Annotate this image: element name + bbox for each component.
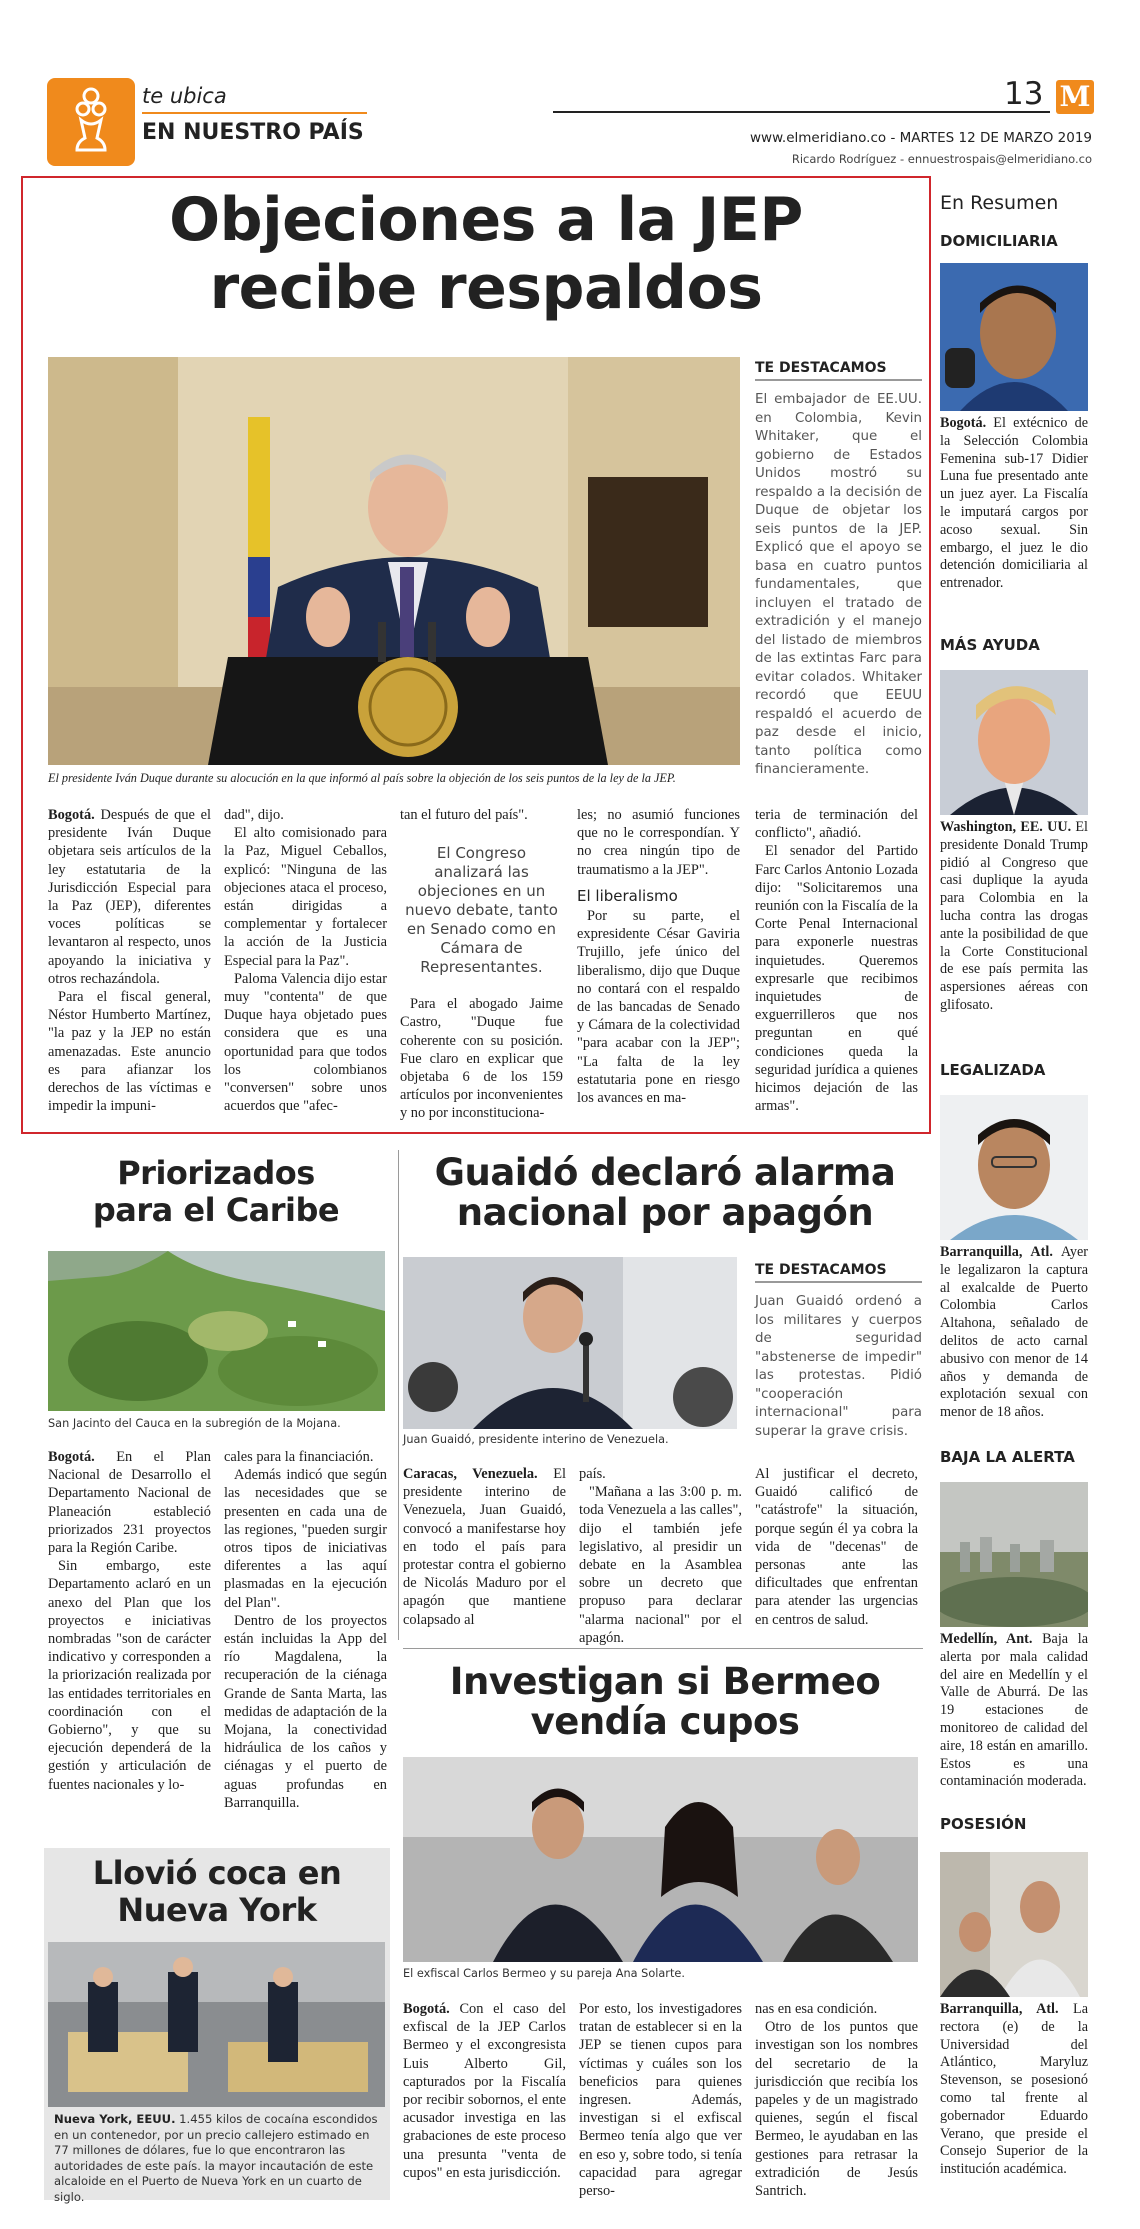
resumen-photo-altahona xyxy=(940,1095,1088,1240)
lead-headline-line-2: recibe respaldos xyxy=(209,253,763,323)
lead-subhead: El liberalismo xyxy=(577,886,678,905)
nuevayork-headline xyxy=(44,1855,390,1929)
bermeo-col-3 xyxy=(755,2000,918,2200)
resumen-body: Baja la alerta por mala calidad del aire en Medellín y el Valle de Aburrá. De las 19 estaciones de monitoreo de calidad del aire, 18 están en amarillo. Estos es una contaminación moderada. xyxy=(940,1631,1088,1790)
guaido-paragraph: "Mañana a las 3:00 p. m. toda Venezuela a las calles", dijo el también jefe legislativo, al presidir un debate en la Asamblea sobre un decreto que propuso para declarar "alarma nacional" por el apagón. xyxy=(579,1484,742,1646)
caribe-headline-line-2: para el Caribe xyxy=(92,1191,340,1229)
guaido-paragraph: país. xyxy=(579,1466,606,1482)
resumen-label: POSESIÓN xyxy=(940,1815,1027,1833)
bermeo-dateline: Bogotá. xyxy=(403,2001,450,2017)
resumen-text xyxy=(940,1631,1088,1791)
site-date: www.elmeridiano.co - MARTES 12 DE MARZO 2019 xyxy=(750,130,1092,146)
guaido-paragraph: El presidente interino de Venezuela, Juan Guaidó, convocó a manifestarse hoy en todo el país para protestar contra el gobierno de Nicolás Maduro por el apagón que mantiene colapsado al xyxy=(403,1466,566,1628)
lead-highlight-text: El embajador de EE.UU. en Colombia, Kevin Whitaker, que el gobierno de Estados Unidos mostró su respaldo a la decisión de Duque de objetar los seis puntos de la JEP. Explicó que el apoyo se basa en cuatro puntos fundamentales, que incluyen el tratado de extradición y el manejo del listado de miembros de las extintas Farc para evitar colados. Whitaker recordó que EEUU respaldó el acuerdo de paz desde el inicio, tanto política como financieramente. xyxy=(755,392,922,777)
caribe-col-1 xyxy=(48,1448,211,1794)
resumen-title: En Resumen xyxy=(940,192,1059,214)
lead-highlight xyxy=(755,360,922,780)
resumen-dateline: Barranquilla, Atl. xyxy=(940,1244,1053,1260)
resumen-text xyxy=(940,2001,1088,2179)
bermeo-photo xyxy=(403,1757,918,1962)
nuevayork-photo xyxy=(48,1942,385,2107)
resumen-dateline: Washington, EE. UU. xyxy=(940,819,1072,835)
byline: Ricardo Rodríguez - ennuestrospais@elmeridiano.co xyxy=(791,152,1092,166)
lead-dateline: Bogotá. xyxy=(48,807,95,823)
nuevayork-caption-text: 1.455 kilos de cocaína escondidos en un contenedor, por un precio callejero estimado en 77 millones de dólares, fue lo que encontraron las autoridades de este país. la mayor incautación de este alcaloide en el Puerto de Nueva York en un cuarto de siglo. xyxy=(54,2112,378,2204)
resumen-photo-domiciliaria xyxy=(940,263,1088,411)
section-title: EN NUESTRO PAÍS xyxy=(142,120,364,145)
caribe-headline xyxy=(40,1155,392,1229)
nuevayork-headline-line-2: Nueva York xyxy=(117,1891,317,1929)
lead-paragraph: les; no asumió funciones que no le correspondían. Y no crea ningún tipo de traumatismo a la JEP". xyxy=(577,807,740,878)
resumen-dateline: Bogotá. xyxy=(940,415,987,431)
caribe-headline-line-1: Priorizados xyxy=(117,1154,315,1192)
guaido-headline-line-2: nacional por apagón xyxy=(456,1191,874,1234)
resumen-label: MÁS AYUDA xyxy=(940,636,1040,654)
guaido-col-2 xyxy=(579,1465,742,1647)
guaido-photo-caption: Juan Guaidó, presidente interino de Venezuela. xyxy=(403,1433,669,1446)
lead-paragraph: El alto comisionado para la Paz, Miguel Ceballos, explicó: "Ninguna de las objeciones ataca el proceso, están dirigidas a complementar y fortalecer la acción de la Justicia Especial para la Paz". xyxy=(224,825,387,969)
resumen-body: El presidente Donald Trump pidió al Congreso que casi duplique la ayuda para Colombia en la lucha contra las drogas ante la posibilidad de que la Corte Constitucional de ese país permita las aspersiones aéreas con glifosato. xyxy=(940,819,1088,1013)
lead-paragraph: dad", dijo. xyxy=(224,807,284,823)
bermeo-col-2 xyxy=(579,2000,742,2200)
resumen-body: La rectora (e) de la Universidad del Atlántico, Maryluz Stevenson, se posesionó como tal frente al gobernador Eduardo Verano, que preside el Consejo Superior de la institución académica. xyxy=(940,2001,1088,2178)
nuevayork-dateline: Nueva York, EEUU. xyxy=(54,2112,176,2126)
guaido-headline xyxy=(400,1153,930,1233)
lead-paragraph: Por su parte, el expresidente César Gaviria Trujillo, jefe único del liberalismo, dijo que Duque no contará con el respaldo de las bancadas de Senado y Cámara de la colectividad "para acabar con la JEP"; "La falta de la ley estatutaria pone en riesgo los avances en ma- xyxy=(577,908,740,1107)
guaido-photo xyxy=(403,1257,737,1429)
lead-photo-scene xyxy=(48,357,740,765)
resumen-body: Ayer le legalizaron la captura al exalcalde de Puerto Colombia Carlos Altahona, señalado de delitos de acto carnal abusivo con menor de 14 años y demanda de explotación sexual con menor de 18 años. xyxy=(940,1244,1088,1421)
resumen-dateline: Barranquilla, Atl. xyxy=(940,2001,1059,2017)
bermeo-col-1 xyxy=(403,2000,566,2182)
resumen-label: LEGALIZADA xyxy=(940,1061,1046,1079)
nuevayork-photo-scene xyxy=(48,1942,385,2107)
resumen-photo-medellin xyxy=(940,1482,1088,1627)
page-number: 13 xyxy=(1004,76,1044,112)
bermeo-paragraph: Con el caso del exfiscal de la JEP Carlos Bermeo y el excongresista Luis Alberto Gil, capturados por la Fiscalía por recibir sobornos, el ente acusador investiga en las grabaciones de este proceso una presunta "venta de cupos" en esta jurisdicción. xyxy=(403,2001,566,2181)
caribe-paragraph: Además indicó que según las necesidades que se presenten en cada una de las regiones, "pueden surgir otros tipos de iniciativas diferentes a las aquí plasmadas en la ejecución del Plan". xyxy=(224,1467,387,1611)
resumen-text xyxy=(940,819,1088,1015)
lead-photo xyxy=(48,357,740,765)
lead-col-4 xyxy=(577,806,740,1107)
lead-paragraph: Para el fiscal general, Néstor Humberto Martínez, "la paz y la JEP no están amenazadas. Este anuncio es para afianzar los derechos de las víctimas e impedir la impuni- xyxy=(48,989,211,1115)
guaido-col-3 xyxy=(755,1465,918,1629)
lead-col-3 xyxy=(400,806,563,1123)
resumen-label: DOMICILIARIA xyxy=(940,232,1058,250)
brand-logo xyxy=(1056,80,1094,114)
lead-pullquote: El Congreso analizará las objeciones en un nuevo debate, tanto en Senado como en Cámara de Representantes. xyxy=(405,844,558,977)
resumen-body: El extécnico de la Selección Colombia Femenina sub-17 Didier Luna fue presentado ante un juez ayer. La Fiscalía le imputará cargos por acoso sexual. Sin embargo, el juez le dio detención domiciliaria al entrenador. xyxy=(940,415,1088,592)
caribe-paragraph: Dentro de los proyectos están incluidas la App del río Magdalena, la recuperación de la ciénaga Grande de Santa Marta, las medidas de adaptación de la Mojana, la conectividad hidráulica de los caños y ciénagas y el puerto de aguas profundas en Barranquilla. xyxy=(224,1612,387,1811)
caribe-col-2 xyxy=(224,1448,387,1812)
column-divider xyxy=(398,1150,399,1640)
guaido-dateline: Caracas, Venezuela. xyxy=(403,1466,538,1482)
caribe-paragraph: cales para la financiación. xyxy=(224,1449,374,1465)
lead-photo-caption: El presidente Iván Duque durante su alocución en la que informó al país sobre la objeción de los seis puntos de la ley de la JEP. xyxy=(48,771,676,785)
guaido-col-1 xyxy=(403,1465,566,1629)
lead-headline xyxy=(40,186,932,322)
resumen-photo-scene xyxy=(940,1852,1088,1997)
brand-logo-letter: M xyxy=(1059,80,1091,113)
section-rule xyxy=(142,112,367,114)
caribe-photo-scene xyxy=(48,1251,385,1411)
caribe-paragraph: Sin embargo, este Departamento aclaró en un anexo del Plan que los proyectos e iniciativas nombradas "son de carácter indicativo y corresponden a la priorización realizada por las entidades territoriales en coordinación con el Gobierno", y que su ejecución dependerá de la gestión y articulación de fuentes nacionales y lo- xyxy=(48,1558,211,1793)
caribe-dateline: Bogotá. xyxy=(48,1449,95,1465)
lead-headline-line-1: Objeciones a la JEP xyxy=(169,185,803,255)
resumen-photo-scene xyxy=(940,263,1088,411)
guaido-photo-scene xyxy=(403,1257,737,1429)
resumen-photo-posesion xyxy=(940,1852,1088,1997)
caribe-photo xyxy=(48,1251,385,1411)
nuevayork-caption xyxy=(54,2112,380,2205)
lead-paragraph: tan el futuro del país". xyxy=(400,807,528,823)
resumen-photo-scene xyxy=(940,1095,1088,1240)
section-divider xyxy=(403,1648,923,1649)
guaido-highlight-title: TE DESTACAMOS xyxy=(755,1262,922,1283)
lead-paragraph: Para el abogado Jaime Castro, "Duque fue coherente con su posición. Fue claro en explicar que objetaba 6 de los 159 artículos por inconvenientes y no por inconstituciona- xyxy=(400,996,563,1122)
bermeo-paragraph: nas en esa condición. xyxy=(755,2001,878,2017)
lead-paragraph: Después de que el presidente Iván Duque objetara seis artículos de la ley estatutaria de la Jurisdicción Especial para la Paz (JEP), diferentes voces políticas se levantaron al respecto, unos apoyando la iniciativa y otros rechazándola. xyxy=(48,807,211,987)
bermeo-headline-line-1: Investigan si Bermeo xyxy=(449,1660,881,1703)
resumen-text xyxy=(940,415,1088,593)
resumen-text xyxy=(940,1244,1088,1422)
bermeo-paragraph: Por esto, los investigadores tratan de establecer si en la JEP se tienen cupos para víctimas y cuáles son los beneficios para quienes ingresen. Además, investigan si el exfiscal Bermeo tenía algo que ver en eso y, sobre todo, si tenía capacidad para agregar perso- xyxy=(579,2001,742,2200)
caribe-photo-caption: San Jacinto del Cauca en la subregión de la Mojana. xyxy=(48,1417,341,1430)
lead-paragraph: teria de terminación del conflicto", añadió. xyxy=(755,807,918,842)
guaido-highlight-text: Juan Guaidó ordenó a los militares y cuerpos de seguridad "abstenerse de impedir" las protestas. Pidió "cooperación internacional" para superar la grave crisis. xyxy=(755,1294,922,1439)
guaido-headline-line-1: Guaidó declaró alarma xyxy=(434,1151,896,1194)
lead-col-2 xyxy=(224,806,387,1115)
guaido-paragraph: Al justificar el decreto, Guaidó calificó de "catástrofe" la situación, porque según él ya cobra la vida de "decenas" de personas ante las dificultades que enfrentan para atender las urgencias en centros de salud. xyxy=(755,1466,918,1628)
guaido-highlight xyxy=(755,1262,922,1441)
lead-highlight-title: TE DESTACAMOS xyxy=(755,360,922,381)
lead-col-5 xyxy=(755,806,918,1115)
bermeo-photo-caption: El exfiscal Carlos Bermeo y su pareja Ana Solarte. xyxy=(403,1967,685,1980)
bermeo-headline-line-2: vendía cupos xyxy=(530,1700,800,1743)
nuevayork-headline-line-1: Llovió coca en xyxy=(92,1854,342,1892)
header-rule xyxy=(553,111,1050,113)
lead-paragraph: Paloma Valencia dijo estar muy "contenta" de que Duque haya objetado pues considera que es una oportunidad para que todos los colombianos "conversen" sobre unos acuerdos que "afec- xyxy=(224,970,387,1115)
resumen-photo-scene xyxy=(940,1482,1088,1627)
bermeo-headline xyxy=(400,1662,930,1742)
lead-col-1 xyxy=(48,806,211,1115)
section-logo xyxy=(47,78,135,166)
chess-pawn-icon xyxy=(47,78,135,166)
resumen-label: BAJA LA ALERTA xyxy=(940,1448,1075,1466)
section-kicker: te ubica xyxy=(142,84,227,108)
bermeo-photo-scene xyxy=(403,1757,918,1962)
caribe-paragraph: En el Plan Nacional de Desarrollo el Departamento Nacional de Planeación estableció priorizados 231 proyectos para la Región Caribe. xyxy=(48,1449,211,1557)
resumen-photo-scene xyxy=(940,670,1088,815)
resumen-photo-trump xyxy=(940,670,1088,815)
lead-paragraph: El senador del Partido Farc Carlos Antonio Lozada dijo: "Solicitaremos una reunión con la Fiscalía de la Corte Penal Internacional para exponerle nuestras inquietudes. Queremos expresarle que recibimos inquietudes de exguerrilleros que nos preguntan en qué condiciones queda la seguridad jurídica a quienes hicimos dejación de las armas". xyxy=(755,843,918,1115)
bermeo-paragraph: Otro de los puntos que investigan son los nombres del secretario de la jurisdicción que recibía los papeles y de un magistrado quienes, según el fiscal Bermeo, le ayudaban en las gestiones para retrasar la extradición de Jesús Santrich. xyxy=(755,2019,918,2200)
resumen-dateline: Medellín, Ant. xyxy=(940,1631,1033,1647)
